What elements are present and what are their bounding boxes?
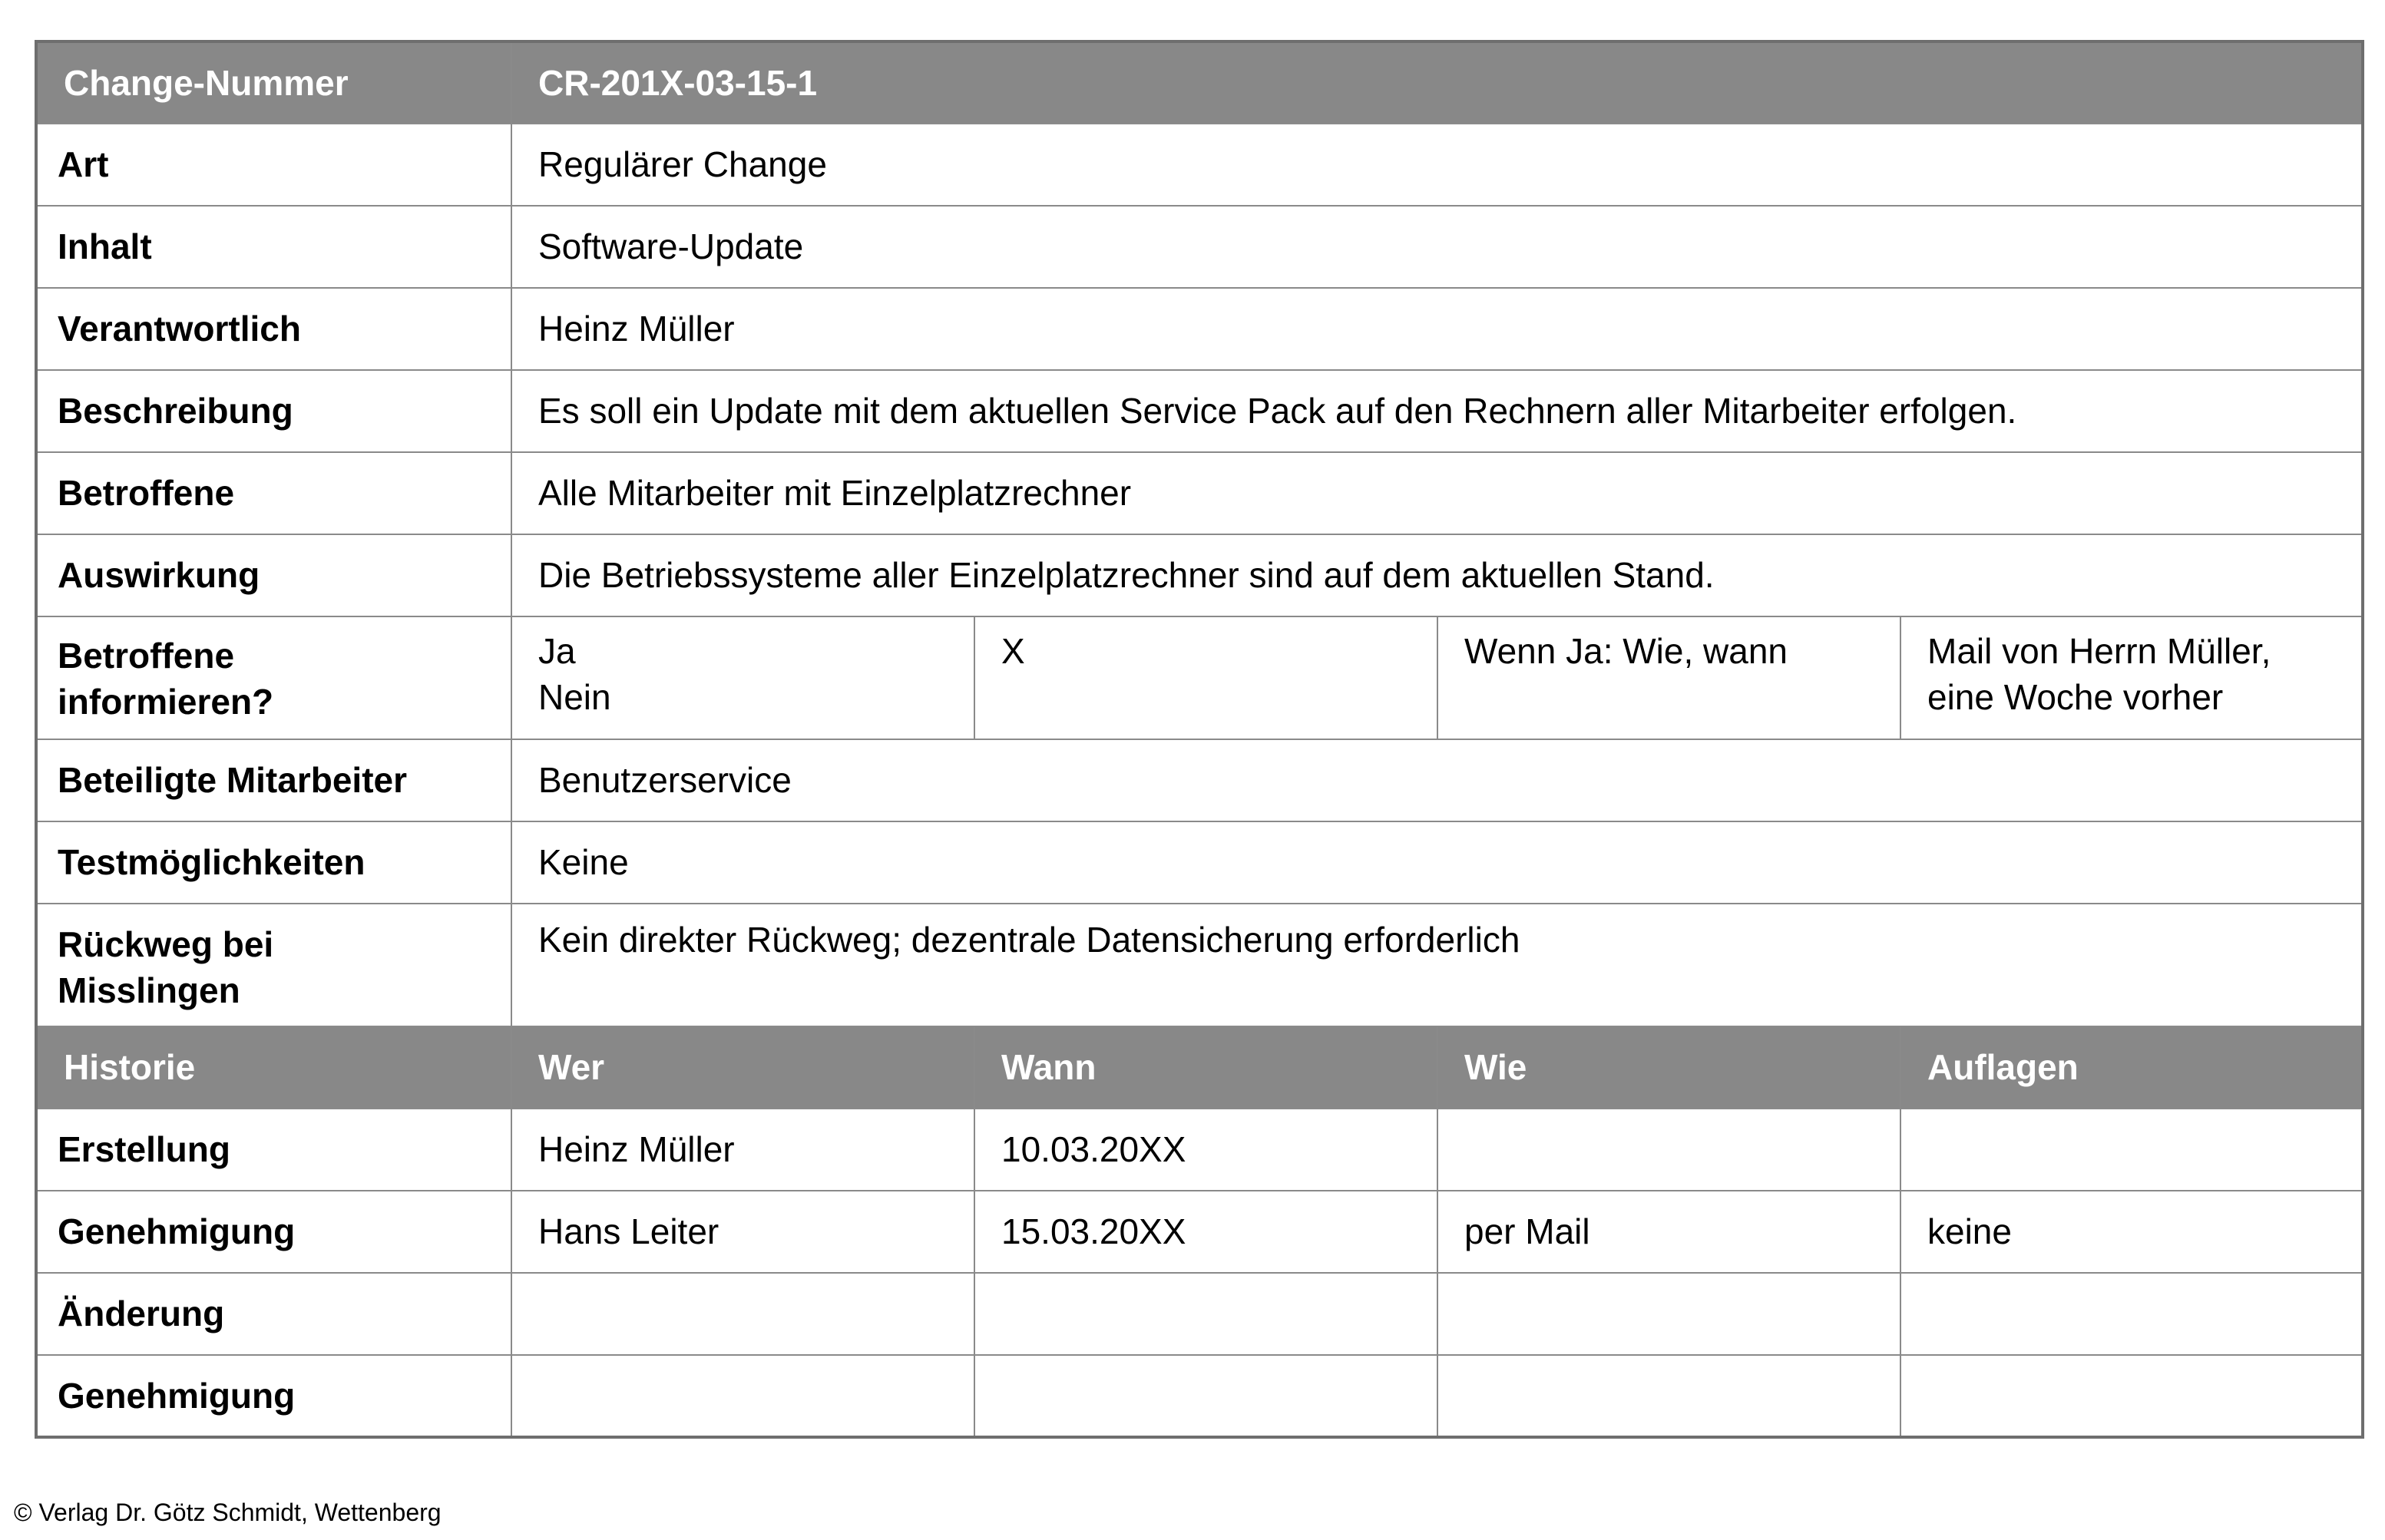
copyright-footer: © Verlag Dr. Götz Schmidt, Wettenberg xyxy=(14,1499,442,1526)
test-label: Testmöglichkeiten xyxy=(36,821,511,904)
history-when xyxy=(974,1355,1437,1437)
betroffene-value: Alle Mitarbeiter mit Einzelplatzrechner xyxy=(511,452,2363,534)
auswirkung-row xyxy=(36,534,2363,616)
history-conditions xyxy=(1900,1109,2363,1191)
beteiligte-row xyxy=(36,739,2363,821)
history-step: Genehmigung xyxy=(36,1191,511,1273)
informieren-detail: Mail von Herrn Müller, eine Woche vorher xyxy=(1900,616,2363,739)
informieren-mark: X xyxy=(974,616,1437,739)
beschreibung-label: Beschreibung xyxy=(36,370,511,452)
history-header-cell: Historie xyxy=(36,1026,511,1109)
verantwortlich-row xyxy=(36,288,2363,370)
art-label: Art xyxy=(36,124,511,206)
history-how xyxy=(1437,1109,1900,1191)
history-step: Genehmigung xyxy=(36,1355,511,1437)
inhalt-row xyxy=(36,206,2363,288)
history-header-cell: Wie xyxy=(1437,1026,1900,1109)
inhalt-value: Software-Update xyxy=(511,206,2363,288)
beteiligte-label: Beteiligte Mitarbeiter xyxy=(36,739,511,821)
rueckweg-value: Kein direkter Rückweg; dezentrale Datensicherung erforderlich xyxy=(511,904,2363,1026)
informieren-condition: Wenn Ja: Wie, wann xyxy=(1437,616,1900,739)
test-value: Keine xyxy=(511,821,2363,904)
history-header-row xyxy=(36,1026,2363,1109)
rueckweg-label: Rückweg bei Misslingen xyxy=(36,904,511,1026)
auswirkung-label: Auswirkung xyxy=(36,534,511,616)
change-number-value: CR-201X-03-15-1 xyxy=(511,41,2363,124)
betroffene-label: Betroffene xyxy=(36,452,511,534)
history-how: per Mail xyxy=(1437,1191,1900,1273)
history-when xyxy=(974,1273,1437,1355)
history-conditions xyxy=(1900,1355,2363,1437)
history-row xyxy=(36,1109,2363,1191)
history-row xyxy=(36,1191,2363,1273)
test-row xyxy=(36,821,2363,904)
verantwortlich-label: Verantwortlich xyxy=(36,288,511,370)
history-how xyxy=(1437,1273,1900,1355)
informieren-options: Ja Nein xyxy=(511,616,974,739)
history-how xyxy=(1437,1355,1900,1437)
verantwortlich-value: Heinz Müller xyxy=(511,288,2363,370)
change-request-table xyxy=(35,40,2364,1439)
beschreibung-value: Es soll ein Update mit dem aktuellen Service Pack auf den Rechnern aller Mitarbeiter erfolgen. xyxy=(511,370,2363,452)
change-number-row xyxy=(36,41,2363,124)
beteiligte-value: Benutzerservice xyxy=(511,739,2363,821)
inhalt-label: Inhalt xyxy=(36,206,511,288)
history-who xyxy=(511,1355,974,1437)
auswirkung-value: Die Betriebssysteme aller Einzelplatzrechner sind auf dem aktuellen Stand. xyxy=(511,534,2363,616)
history-who xyxy=(511,1273,974,1355)
art-value: Regulärer Change xyxy=(511,124,2363,206)
history-row xyxy=(36,1273,2363,1355)
history-conditions: keine xyxy=(1900,1191,2363,1273)
rueckweg-row xyxy=(36,904,2363,1026)
history-when: 10.03.20XX xyxy=(974,1109,1437,1191)
betroffene-row xyxy=(36,452,2363,534)
change-number-label: Change-Nummer xyxy=(36,41,511,124)
history-step: Erstellung xyxy=(36,1109,511,1191)
informieren-row xyxy=(36,616,2363,739)
history-who: Hans Leiter xyxy=(511,1191,974,1273)
history-header-cell: Wann xyxy=(974,1026,1437,1109)
informieren-label: Betroffene informieren? xyxy=(36,616,511,739)
history-step: Änderung xyxy=(36,1273,511,1355)
history-who: Heinz Müller xyxy=(511,1109,974,1191)
history-header-cell: Auflagen xyxy=(1900,1026,2363,1109)
history-conditions xyxy=(1900,1273,2363,1355)
history-header-cell: Wer xyxy=(511,1026,974,1109)
history-when: 15.03.20XX xyxy=(974,1191,1437,1273)
beschreibung-row xyxy=(36,370,2363,452)
history-row xyxy=(36,1355,2363,1437)
art-row xyxy=(36,124,2363,206)
